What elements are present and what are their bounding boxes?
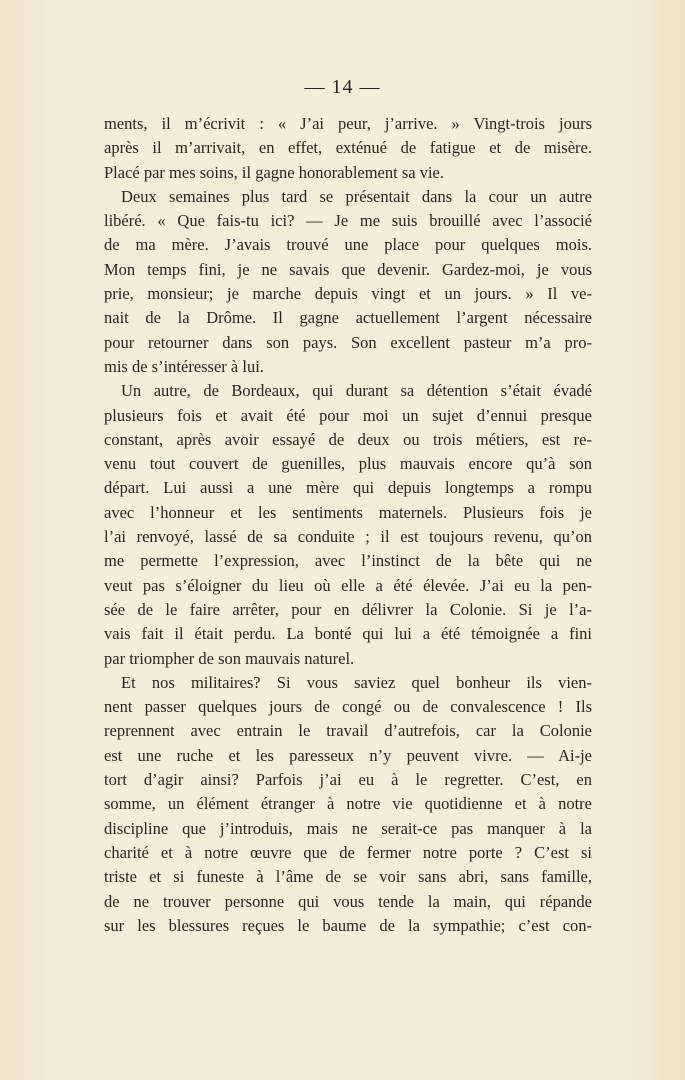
text-line: plusieurs fois et avait été pour moi un sujet d’ennui presque [104, 405, 592, 425]
text-line: après il m’arrivait, en effet, exténué de fatigue et de misère. [104, 138, 592, 158]
text-line: veut pas s’éloigner du lieu où elle a été élevée. J’ai eu la pen- [104, 575, 592, 595]
text-line: nent passer quelques jours de congé ou de convalescence ! Ils [104, 697, 592, 717]
text-line: ments, il m’écrivit : « J’ai peur, j’arrive. » Vingt-trois jours [104, 114, 592, 133]
page-text [104, 112, 592, 938]
text-line: nait de la Drôme. Il gagne actuellement l’argent nécessaire [104, 308, 592, 328]
text-line: sée de le faire arrêter, pour en délivrer la Colonie. Si je l’a- [104, 599, 592, 619]
text-line: venu tout couvert de guenilles, plus mauvais encore qu’à son [104, 454, 592, 474]
text-line: reprennent avec entrain le travail d’autrefois, car la Colonie [104, 721, 592, 741]
text-line: vais fait il était perdu. La bonté qui lui a été témoignée a fini [104, 624, 592, 644]
text-line: constant, après avoir essayé de deux ou trois métiers, est re- [104, 429, 592, 449]
text-line: somme, un élément étranger à notre vie quotidienne et à notre [104, 794, 592, 814]
text-line: de ma mère. J’avais trouvé une place pour quelques mois. [104, 235, 592, 255]
text-line: sur les blessures reçues le baume de la sympathie; c’est con- [104, 915, 592, 935]
text-line: de ne trouver personne qui vous tende la main, qui répande [104, 891, 592, 911]
text-line: mis de s’intéresser à lui. [104, 356, 264, 376]
text-line: charité et à notre œuvre que de fermer notre porte ? C’est si [104, 842, 592, 862]
text-line: l’ai renvoyé, lassé de sa conduite ; il est toujours revenu, qu’on [104, 527, 592, 547]
text-line: tort d’agir ainsi? Parfois j’ai eu à le regretter. C’est, en [104, 770, 592, 790]
text-line: pour retourner dans son pays. Son excellent pasteur m’a pro- [104, 332, 592, 352]
text-line: triste et si funeste à l’âme de se voir sans abri, sans famille, [104, 867, 592, 887]
text-line: Et nos militaires? Si vous saviez quel bonheur ils vien- [121, 672, 592, 692]
text-line: est une ruche et les paresseux n’y peuvent vivre. — Ai-je [104, 745, 592, 765]
text-line: Deux semaines plus tard se présentait dans la cour un autre [121, 186, 592, 206]
text-line: Placé par mes soins, il gagne honorablement sa vie. [104, 162, 444, 182]
text-line: Un autre, de Bordeaux, qui durant sa détention s’était évadé [121, 381, 592, 401]
text-line: me permette l’expression, avec l’instinct de la bête qui ne [104, 551, 592, 571]
text-line: libéré. « Que fais-tu ici? — Je me suis brouillé avec l’associé [104, 211, 592, 231]
text-line: par triompher de son mauvais naturel. [104, 648, 355, 668]
text-line: départ. Lui aussi a une mère qui depuis longtemps a rompu [104, 478, 592, 498]
text-line: prie, monsieur; je marche depuis vingt et un jours. » Il ve- [104, 284, 592, 304]
page-number: — 14 — [304, 76, 381, 98]
text-line: Mon temps fini, je ne savais que devenir. Gardez-moi, je vous [104, 259, 592, 279]
text-line: discipline que j’introduis, mais ne serait-ce pas manquer à la [104, 818, 592, 838]
text-line: avec l’honneur et les sentiments maternels. Plusieurs fois je [104, 502, 592, 522]
